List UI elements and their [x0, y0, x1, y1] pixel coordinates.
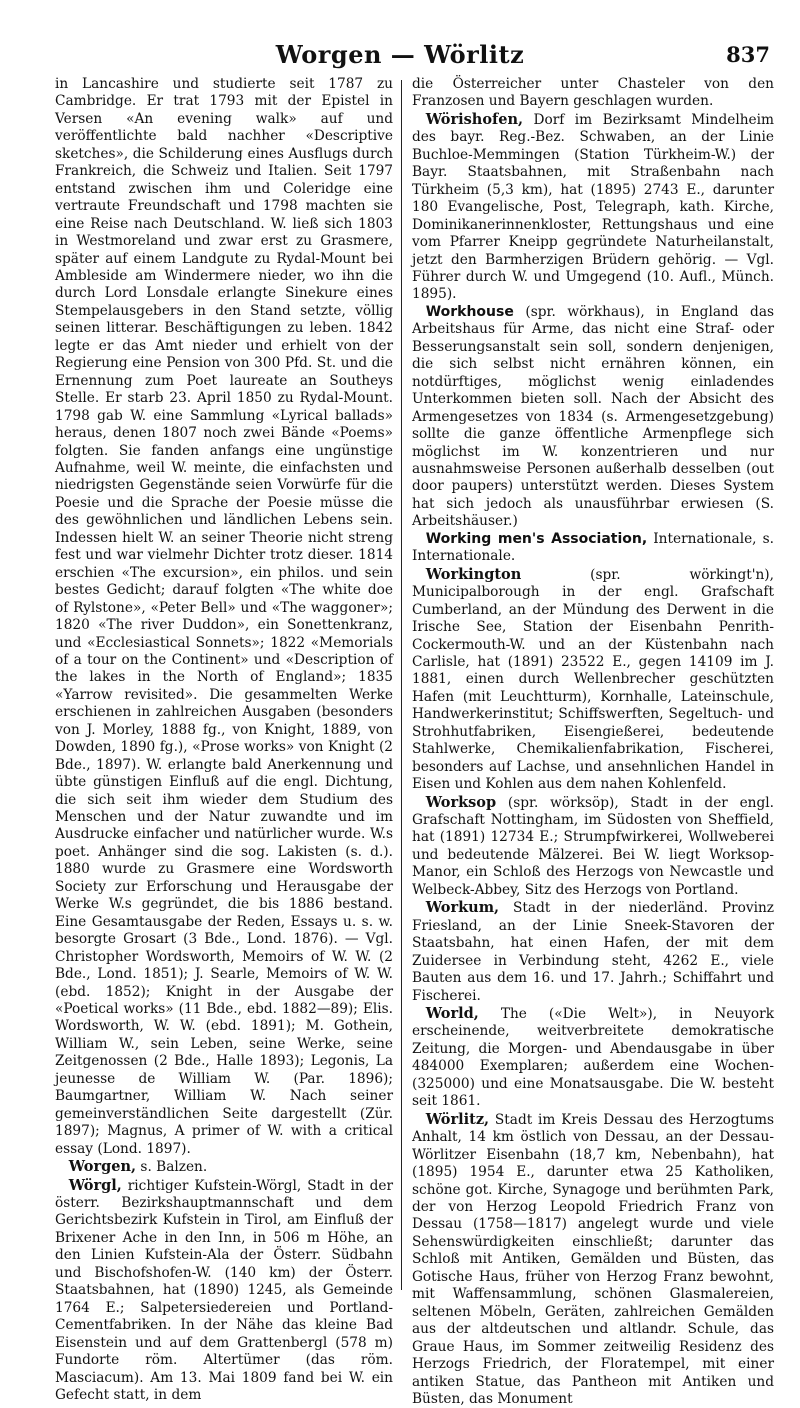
entry-continuation: in Lancashire und studierte seit 1787 zu Cambridge. Er trat 1793 mit der Epistel in Versen «An evening walk» auf und veröffentlichte bald nachher «Descriptive sketches», die Schilderung eines Ausflugs durch Frankreich, die Schweiz und Italien. Seit 1797 entstand zwischen ihm und Coleridge eine vertraute Freundschaft und 1798 machten sie eine Reise nach Deutschland. W. ließ sich 1803 in Westmoreland und zwar erst zu Grasmere, später auf einem Landgute zu Rydal-Mount bei Ambleside am Windermere nieder, wo ihn die durch Lord Lonsdale erlangte Sinekure eines Stempelausgebers in den Stand setzte, völlig seinen litterar. Beschäftigungen zu leben. 1842 legte er das Amt nieder und erhielt von der Regierung eine Pension von 300 Pfd. St. und die Ernennung zum Poet laureate an Southeys Stelle. Er starb 23. April 1850 zu Rydal-Mount. 1798 gab W. eine Sammlung «Lyrical ballads» heraus, denen 1807 noch zwei Bände «Poems» folgten. Sie fanden anfangs eine ungünstige Aufnahme, weil W. meinte, die einfachsten und niedrigsten Gegenstände seien Vorwürfe für die Poesie und die Sprache der Poesie müsse die des gewöhnlichen und ländlichen Lebens sein. Indessen hielt W. an seiner Theorie nicht streng fest und war vielmehr Dichter trotz dieser. 1814 erschien «The excursion», ein philos. und sein bestes Gedicht; darauf folgten «The white doe of Rylstone», «Peter Bell» und «The waggoner»; 1820 «The river Duddon», ein Sonettenkranz, und «Ecclesiastical Sonnets»; 1822 «Memorials of a tour on the Continent» und «Description of the lakes in the North of England»; 1835 «Yarrow revisited». Die gesammelten Werke erschienen in zahlreichen Ausgaben (besonders von J. Morley, 1888 fg., von Knight, 1889, von Dowden, 1890 fg.), «Prose works» von Knight (2 Bde., 1897). W. erlangte bald Anerkennung und übte günstigen Einfluß auf die engl. Dichtung, die sich seit ihm wieder dem Studium des Menschen und der Natur zuwandte und im Ausdrucke einfacher und natürlicher wurde. W.s poet. Anhänger sind die sog. Lakisten (s. d.). 1880 wurde zu Grasmere eine Wordsworth Society zur Erforschung und Herausgabe der Werke W.s gegründet, die bis 1886 bestand. Eine Gesamtausgabe der Reden, Essays u. s. w. besorgte Grosart (3 Bde., Lond. 1876). — Vgl. Christopher Wordsworth, Memoirs of W. W. (2 Bde., Lond. 1851); J. Searle, Memoirs of W. W. (ebd. 1852); Knight in der Ausgabe der «Poetical works» (11 Bde., ebd. 1882—89); Elis. Wordsworth, W. W. (ebd. 1891); M. Gothein, William W., sein Leben, seine Werke, seine Zeitgenossen (2 Bde., Halle 1893); Legonis, La jeunesse de William W. (Par. 1896); Baumgartner, William W. Nach seiner gemeinverständlichen Seite dargestellt (Zür. 1897); Magnus, A primer of W. with a critical essay (Lond. 1897). — [55, 76, 393, 1157]
entry-world — [412, 1005, 774, 1111]
column-divider — [401, 80, 402, 1290]
entry-text: Stadt in der niederländ. Provinz Friesland, an der Linie Sneek-Stavoren der Staatsbahn, hat einen Hafen, der mit dem Zuidersee in Verbindung steht, 4262 E., viele Bauten aus dem 16. und 17. Jahrh.; Schiffahrt und Fischerei. — [412, 900, 774, 1004]
headword: Workington — [425, 565, 522, 583]
entry-workum — [412, 899, 774, 1005]
entry-workhouse — [412, 304, 774, 531]
entry-text: s. Balzen. — [140, 1159, 208, 1176]
entry-text: (spr. wörkhaus), in England das Arbeitshaus für Arme, das nicht eine Straf- oder Besserungsanstalt sein soll, sondern denjenigen, die sich selbst nicht ernähren können, ein notdürftiges, möglichst wenig einladendes Unterkommen bieten soll. Nach der Absicht des Armengesetzes von 1834 (s. Armengesetzgebung) sollte die ganze öffentliche Armenpflege sich möglichst im W. konzentrieren und nur ausnahmsweise Personen außerhalb desselben (out door paupers) unterstützt werden. Dieses System hat sich jedoch als unausführbar erwiesen (S. Arbeitshäuser.) — [412, 303, 775, 530]
headword: Worgen, — [68, 1158, 137, 1176]
headword: Workum, — [425, 899, 500, 917]
entry-text: (spr. wörksöp), Stadt in der engl. Grafschaft Nottingham, im Südosten von Sheffield, hat (1891) 12734 E.; Strumpfwirkerei, Wollweberei und bedeutende Mälzerei. Bei W. liegt Worksop-Manor, ein Schloß des Herzogs von Newcastle und Welbeck-Abbey, Sitz des Herzogs von Portland. — [412, 794, 774, 898]
entry-woergl — [55, 1177, 393, 1405]
entry-workington — [412, 566, 774, 794]
entry-worksop — [412, 794, 774, 900]
headword: Wörishofen, — [425, 110, 524, 128]
page-number: 837 — [726, 42, 770, 67]
entry-continuation: die Österreicher unter Chasteler von den Franzosen und Bayern geschlagen wurden. — [412, 76, 774, 110]
entry-worgen — [55, 1158, 393, 1176]
entry-working-mens-association — [412, 531, 774, 566]
entry-woerishofen — [412, 111, 774, 304]
entry-text: Stadt im Kreis Dessau des Herzogtums Anhalt, 14 km östlich von Dessau, an der Dessau-Wörlitzer Eisenbahn (18,7 km, Nebenbahn), hat (1895) 1954 E., darunter etwa 25 Katholiken, schöne got. Kirche, Synagoge und berühmten Park, der von Herzog Leopold Friedrich Franz von Dessau (1758—1817) angelegt wurde und viele Sehenswürdigkeiten einschließt; darunter das Schloß mit Antiken, Gemälden und Büsten, das Gotische Haus, früher von Herzog Franz bewohnt, mit Waffensammlung, schönen Glasmalereien, seltenen Möbeln, Geräten, zahlreichen Gemälden aus der altdeutschen und altlandr. Schule, das Graue Haus, im Sommer zeitweilig Residenz des Herzogs Friedrich, der Floratempel, mit einer antiken Statue, das Pantheon mit Antiken und Büsten, das Monument — [412, 1111, 774, 1407]
entry-text: Internationale, s. Internationale. — [412, 530, 774, 565]
entry-woerlitz — [412, 1111, 774, 1408]
page-header — [0, 40, 800, 76]
right-column — [412, 76, 774, 1408]
left-column — [55, 76, 393, 1404]
headword: World, — [425, 1005, 479, 1023]
entry-text: (spr. wörkingt'n), Municipalborough in der engl. Grafschaft Cumberland, an der Mündung des Derwent in die Irische See, Station der Eisenbahn Penrith-Cockermouth-W. und an der Küstenbahn nach Carlisle, hat (1891) 23522 E., gegen 14109 im J. 1881, einen durch Wellenbrecher geschützten Hafen (mit Leuchtturm), Kornhalle, Lateinschule, Handwerkerinstitut; Schiffswerften, Segeltuch- und Strohhutfabriken, Eisengießerei, bedeutende Stahlwerke, Chemikalienfabrikation, Fischerei, besonders auf Lachse, und ansehnlichen Handel in Eisen und Kohlen aus dem nahen Kohlenfeld. — [412, 566, 774, 793]
headword: Working men's Association, — [425, 530, 648, 547]
headword: Wörlitz, — [425, 1110, 490, 1128]
entry-text: Dorf im Bezirksamt Mindelheim des bayr. Reg.-Bez. Schwaben, an der Linie Buchloe-Memmingen (Station Türkheim-W.) der Bayr. Staatsbahnen, mit Straßenbahn nach Türkheim (5,3 km), hat (1895) 2743 E., darunter 180 Evangelische, Post, Telegraph, kath. Kirche, Dominikanerinnenkloster, Rettungshaus und eine vom Pfarrer Kneipp gegründete Naturheilanstalt, jetzt den Barmherzigen Brüdern gehörig. — Vgl. Führer durch W. und Umgegend (10. Aufl., Münch. 1895). — [412, 111, 774, 303]
entry-text: richtiger Kufstein-Wörgl, Stadt in der österr. Bezirkshauptmannschaft und dem Gerichtsbezirk Kufstein in Tirol, am Einfluß der Brixener Ache in den Inn, in 506 m Höhe, an den Linien Kufstein-Ala der Österr. Südbahn und Bischofshofen-W. (140 km) der Österr. Staatsbahnen, hat (1890) 1245, als Gemeinde 1764 E.; Salpetersiedereien und Portland-Cementfabriken. In der Nähe das kleine Bad Eisenstein und auf dem Grattenbergl (578 m) Fundorte röm. Altertümer (das röm. Masciacum). Am 13. Mai 1809 fand bei W. ein Gefecht statt, in dem — [55, 1177, 393, 1403]
running-title: Worgen — Wörlitz — [275, 40, 525, 69]
entry-text: The («Die Welt»), in Neuyork erscheinende, weitverbreitete demokratische Zeitung, die Morgen- und Abendausgabe in über 484000 Exemplaren; außerdem eine Wochen- (325000) und eine Monatsausgabe. Die W. besteht seit 1861. — [412, 1006, 774, 1110]
headword: Workhouse — [425, 303, 514, 320]
headword: Worksop — [425, 793, 497, 811]
headword: Wörgl, — [68, 1176, 122, 1194]
